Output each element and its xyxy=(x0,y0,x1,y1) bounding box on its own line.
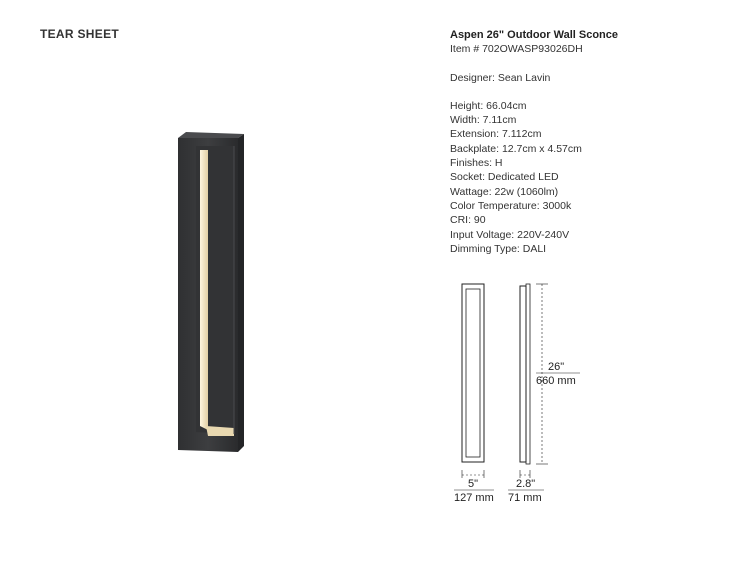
tear-sheet-label: TEAR SHEET xyxy=(40,27,120,41)
product-title: Aspen 26" Outdoor Wall Sconce xyxy=(450,29,619,41)
spec-input-voltage: Input Voltage: 220V-240V xyxy=(450,228,570,241)
depth-inches: 2.8" xyxy=(516,478,536,490)
height-mm: 660 mm xyxy=(536,375,576,387)
spec-height: Height: 66.04cm xyxy=(450,99,527,112)
spec-width: Width: 7.11cm xyxy=(450,114,517,127)
spec-socket: Socket: Dedicated LED xyxy=(450,171,559,184)
spec-wattage: Wattage: 22w (1060lm) xyxy=(450,185,559,198)
spec-extension: Extension: 7.112cm xyxy=(450,128,542,141)
width-mm: 127 mm xyxy=(454,492,494,504)
dimension-drawing xyxy=(440,270,610,510)
front-view-inner xyxy=(466,289,480,457)
spec-color-temperature: Color Temperature: 3000k xyxy=(450,199,572,212)
spec-dimming-type: Dimming Type: DALI xyxy=(450,242,547,255)
designer: Designer: Sean Lavin xyxy=(450,71,551,84)
height-inches: 26" xyxy=(548,361,565,373)
item-number: Item # 702OWASP93026DH xyxy=(450,43,583,56)
spec-panel xyxy=(450,28,740,256)
spec-cri: CRI: 90 xyxy=(450,214,486,227)
spec-backplate: Backplate: 12.7cm x 4.57cm xyxy=(450,142,582,155)
side-view-body xyxy=(526,284,530,464)
side-view-plate xyxy=(520,286,526,462)
product-image xyxy=(150,120,280,470)
width-inches: 5" xyxy=(468,478,479,490)
light-strip xyxy=(200,150,208,430)
depth-mm: 71 mm xyxy=(508,492,542,504)
spec-finishes: Finishes: H xyxy=(450,157,503,170)
front-view-outer xyxy=(462,284,484,462)
